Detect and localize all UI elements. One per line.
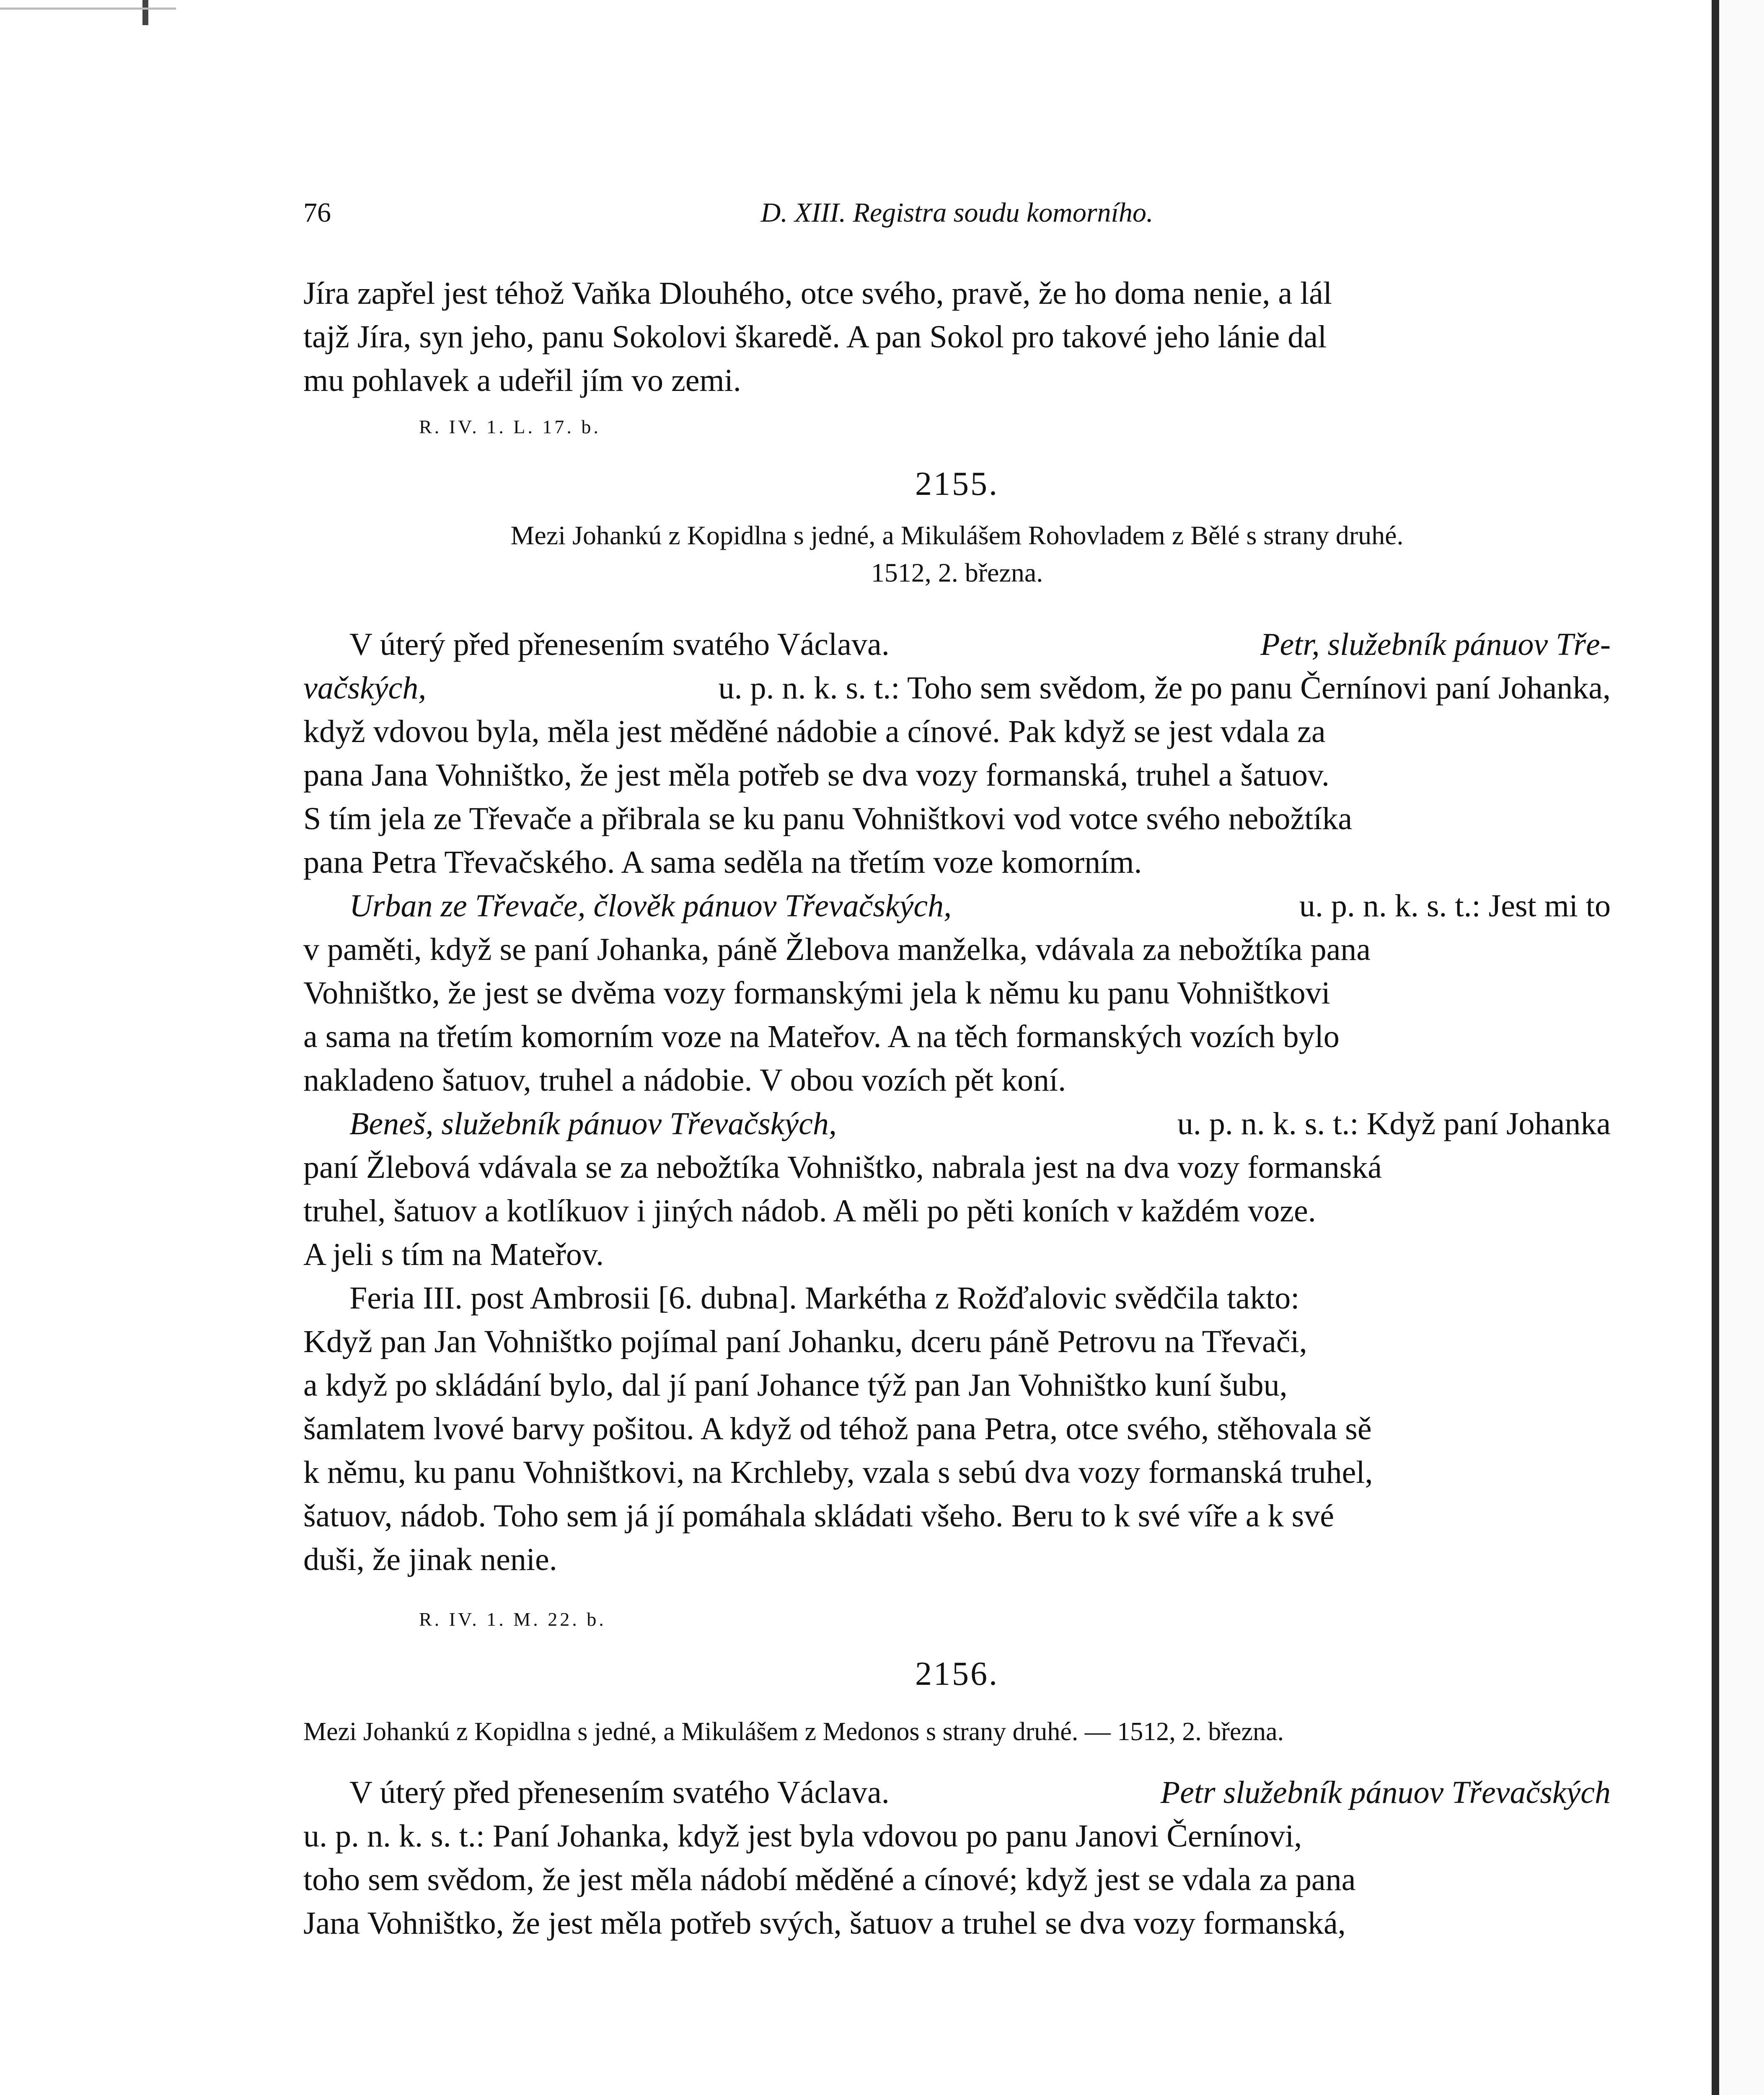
paragraph-benes	[303, 1102, 1611, 1276]
text-line: a sama na třetím komorním voze na Mateřov. A na těch formanských vozích bylo	[303, 1019, 1340, 1054]
paragraph-urban	[303, 884, 1611, 1102]
page-header	[303, 197, 1611, 235]
text-line: A jeli s tím na Mateřov.	[303, 1237, 604, 1272]
source-reference: R. IV. 1. M. 22. b.	[419, 1609, 606, 1630]
text-line: toho sem svědom, že jest měla nádobí měděné a cínové; když jest se vdala za pana	[303, 1862, 1356, 1897]
text-line: pana Petra Třevačského. A sama seděla na třetím voze komorním.	[303, 845, 1142, 880]
text-line: Jana Vohništko, že jest měla potřeb svých, šatuov a truhel se dva vozy formanská,	[303, 1906, 1346, 1941]
text-line: Beneš, služebník pánuov Třevačských, u. p. n. k. s. t.: Když paní Johanka	[349, 1106, 1611, 1141]
page-number: 76	[303, 197, 331, 228]
text-line: a když po skládání bylo, dal jí paní Johance týž pan Jan Vohništko kuní šubu,	[303, 1368, 1288, 1403]
entry-number: 2155.	[915, 466, 999, 502]
scan-artifact-line	[0, 8, 176, 10]
paragraph-petr	[303, 623, 1611, 884]
text-line: Vohništko, že jest se dvěma vozy formanskými jela k němu ku panu Vohništkovi	[303, 975, 1330, 1011]
running-title: D. XIII. Registra soudu komorního.	[760, 197, 1154, 228]
scan-artifact-mark	[142, 0, 148, 25]
text-line: mu pohlavek a udeřil jím vo zemi.	[303, 363, 741, 398]
text-line: Když pan Jan Vohništko pojímal paní Johanku, dceru páně Petrovu na Třevači,	[303, 1324, 1307, 1359]
entry-heading: Mezi Johankú z Kopidlna s jedné, a Mikulášem z Medonos s strany druhé. — 1512, 2. března.	[303, 1717, 1284, 1746]
text-line: k němu, ku panu Vohništkovi, na Krchleby, vzala s sebú dva vozy formanská truhel,	[303, 1455, 1373, 1490]
text-line: u. p. n. k. s. t.: Paní Johanka, když jest byla vdovou po panu Janovi Černínovi,	[303, 1818, 1302, 1854]
paragraph-petr-2156	[303, 1771, 1611, 1945]
text-line: Feria III. post Ambrosii [6. dubna]. Markétha z Rožďalovic svědčila takto:	[349, 1280, 1300, 1316]
text-line: v paměti, když se paní Johanka, páně Žlebova manželka, vdávala za nebožtíka pana	[303, 932, 1371, 967]
text-line: V úterý před přenesením svatého Václava. Petr služebník pánuov Třevačských	[349, 1775, 1611, 1810]
paragraph-marketha	[303, 1276, 1611, 1581]
text-line: truhel, šatuov a kotlíkuov i jiných nádob. A měli po pěti koních v každém voze.	[303, 1193, 1316, 1229]
scan-edge-shadow	[1712, 0, 1719, 2095]
entry-date: 1512, 2. března.	[871, 558, 1043, 587]
intro-paragraph	[303, 272, 1611, 402]
text-line: nakladeno šatuov, truhel a nádobie. V obou vozích pět koní.	[303, 1063, 1066, 1098]
source-reference: R. IV. 1. L. 17. b.	[419, 416, 601, 437]
scan-margin	[1719, 0, 1764, 2095]
text-line: tajž Jíra, syn jeho, panu Sokolovi škaredě. A pan Sokol pro takové jeho lánie dal	[303, 319, 1327, 354]
text-line: Urban ze Třevače, člověk pánuov Třevačských, u. p. n. k. s. t.: Jest mi to	[349, 888, 1611, 923]
entry-number: 2156.	[915, 1655, 999, 1692]
text-line: duši, že jinak nenie.	[303, 1542, 557, 1577]
text-line: šamlatem lvové barvy pošitou. A když od téhož pana Petra, otce svého, stěhovala sě	[303, 1411, 1372, 1446]
text-line: když vdovou byla, měla jest měděné nádobie a cínové. Pak když se jest vdala za	[303, 714, 1326, 749]
text-line: S tím jela ze Třevače a přibrala se ku panu Vohništkovi vod votce svého nebožtíka	[303, 801, 1353, 836]
text-line: Jíra zapřel jest téhož Vaňka Dlouhého, otce svého, pravě, že ho doma nenie, a lál	[303, 276, 1332, 311]
text-line: paní Žlebová vdávala se za nebožtíka Vohništko, nabrala jest na dva vozy formanská	[303, 1150, 1382, 1185]
text-line: vačských, u. p. n. k. s. t.: Toho sem svědom, že po panu Černínovi paní Johanka,	[303, 670, 1611, 706]
entry-heading: Mezi Johankú z Kopidlna s jedné, a Mikulášem Rohovladem z Bělé s strany druhé.	[510, 520, 1404, 550]
text-line: pana Jana Vohništko, že jest měla potřeb se dva vozy formanská, truhel a šatuov.	[303, 758, 1329, 793]
text-line: V úterý před přenesením svatého Václava. Petr, služebník pánuov Tře-	[349, 627, 1611, 662]
text-line: šatuov, nádob. Toho sem já jí pomáhala skládati všeho. Beru to k své víře a k své	[303, 1498, 1334, 1534]
